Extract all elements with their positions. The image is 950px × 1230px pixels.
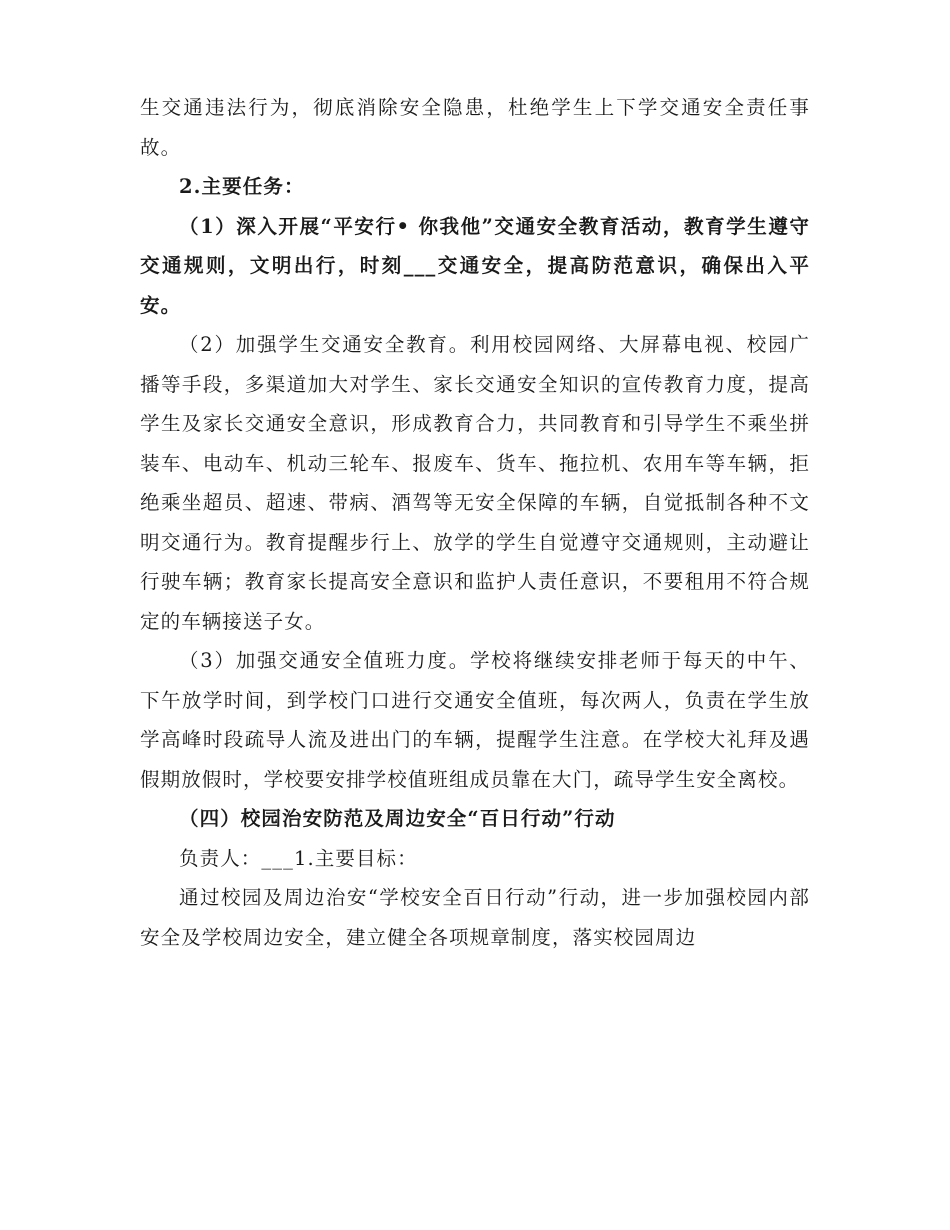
responsible-person-line: 负责人：___1.主要目标：	[179, 846, 418, 870]
section-heading-four: （四）校园治安防范及周边安全“百日行动”行动	[179, 807, 616, 830]
task-item-3: （3）加强交通安全值班力度。学校将继续安排老师于每天的中午、下午放学时间，到学校门口进行交通安全值班，每次两人，负责在学生放学高峰时段疏导人流及进出门的车辆，提醒学生注意。在学校大礼拜及遇假期放假时，学校要安排学校值班组成员靠在大门，疏导学生安全离校。	[140, 649, 810, 791]
document-body	[140, 88, 810, 957]
task-item-1: （1）深入开展“平安行• 你我他”交通安全教育活动，教育学生遵守交通规则，文明出行，时刻___交通安全，提高防范意识，确保出入平安。	[140, 214, 810, 317]
task-item-2: （2）加强学生交通安全教育。利用校园网络、大屏幕电视、校园广播等手段，多渠道加大对学生、家长交通安全知识的宣传教育力度，提高学生及家长交通安全意识，形成教育合力，共同教育和引导学生不乘坐拼装车、电动车、机动三轮车、报废车、货车、拖拉机、农用车等车辆，拒绝乘坐超员、超速、带病、酒驾等无安全保障的车辆，自觉抵制各种不文明交通行为。教育提醒步行上、放学的学生自觉遵守交通规则，主动避让行驶车辆；教育家长提高安全意识和监护人责任意识，不要租用不符合规定的车辆接送子女。	[140, 333, 810, 633]
paragraph-continuation: 生交通违法行为，彻底消除安全隐患，杜绝学生上下学交通安全责任事故。	[140, 96, 810, 159]
section-heading-main-tasks: 2.主要任务：	[179, 175, 305, 198]
paragraph-goal: 通过校园及周边治安“学校安全百日行动”行动，进一步加强校园内部安全及学校周边安全，建立健全各项规章制度，落实校园周边	[140, 886, 810, 949]
